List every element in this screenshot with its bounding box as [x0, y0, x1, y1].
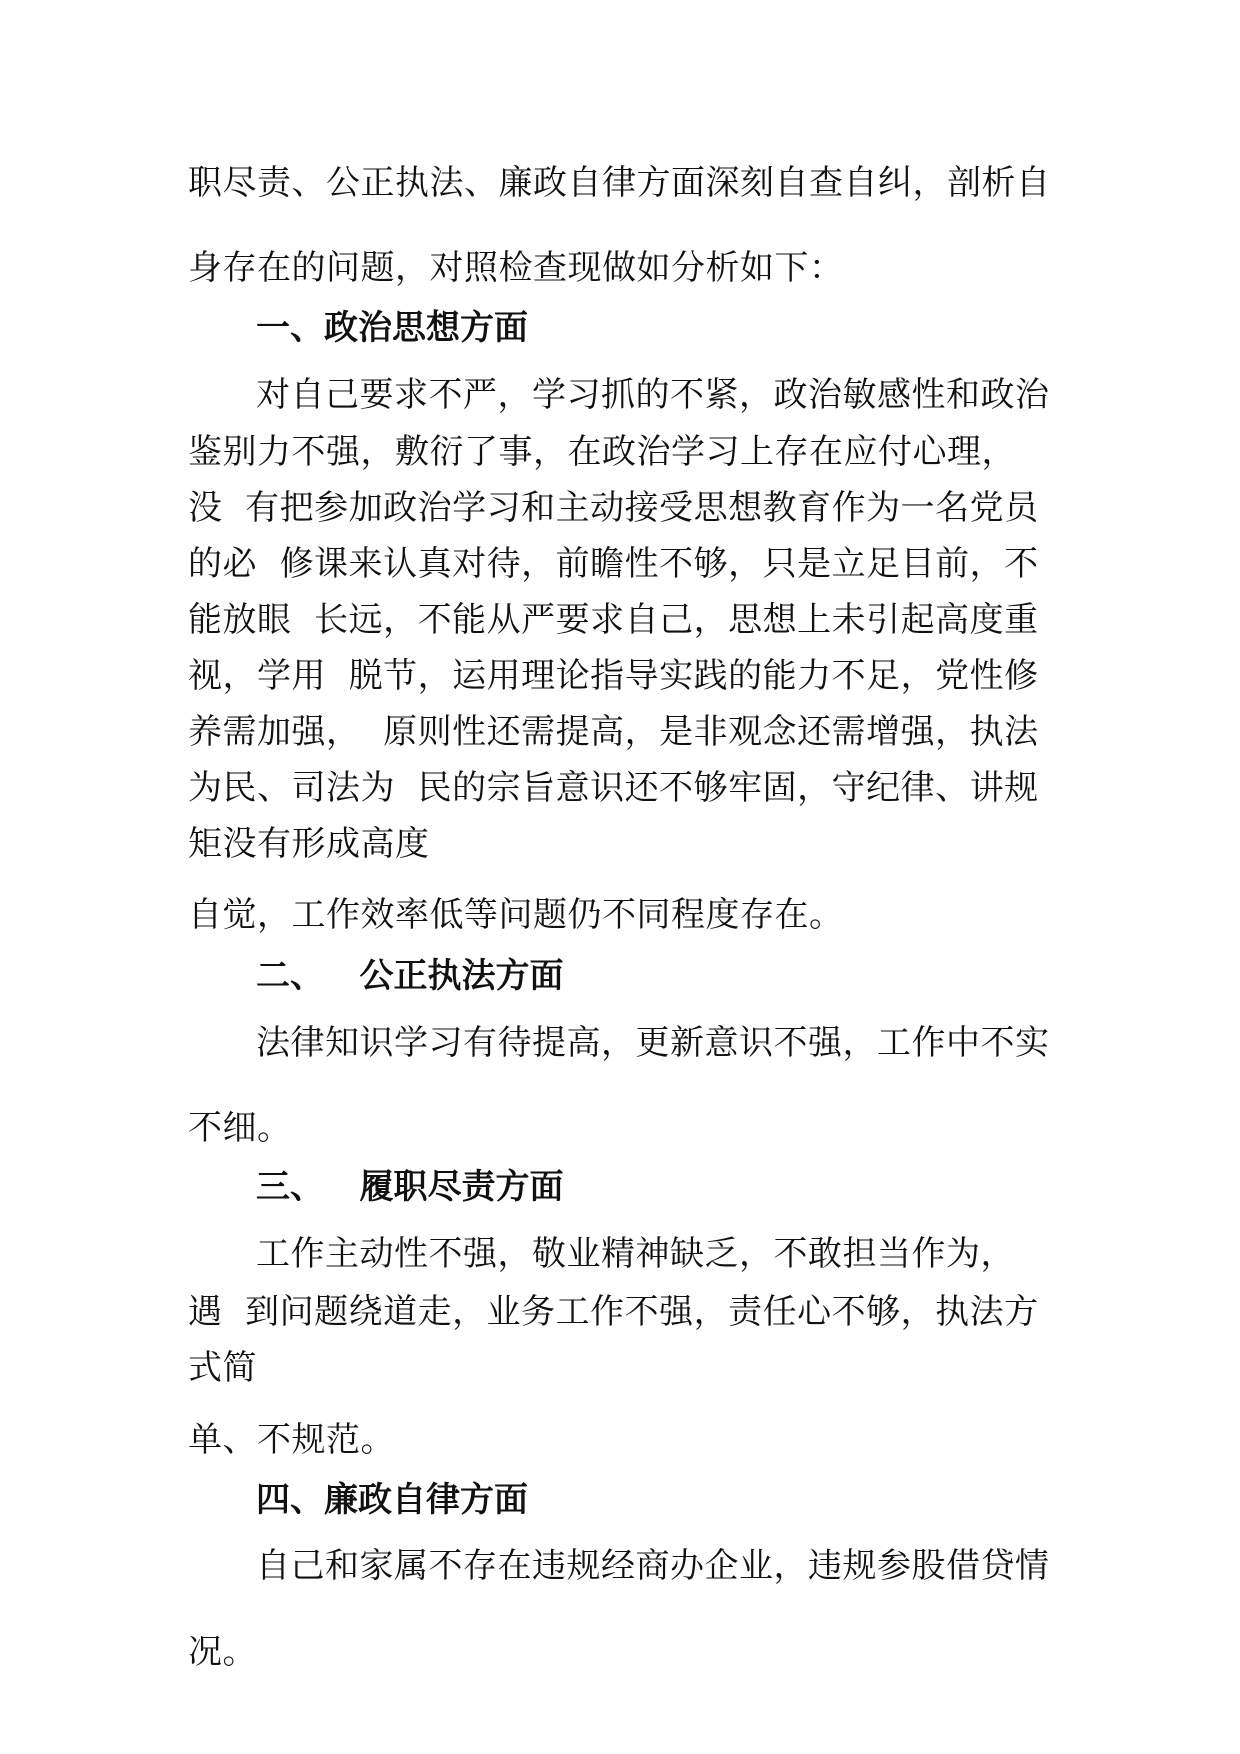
paragraph-line: 的必 修课来认真对待，前瞻性不够，只是立足目前，不 [188, 544, 1039, 584]
paragraph-line: 况。 [188, 1632, 257, 1672]
paragraph-line: 对自己要求不严，学习抓的不紧，政治敏感性和政治 [256, 375, 1050, 415]
paragraph-line: 视，学用 脱节，运用理论指导实践的能力不足，党性修 [188, 656, 1039, 696]
section-heading-political: 一、政治思想方面 [256, 308, 528, 348]
paragraph-line: 矩没有形成高度 [188, 824, 430, 864]
paragraph-line: 遇 到问题绕道走，业务工作不强，责任心不够，执法方 [188, 1292, 1039, 1332]
paragraph-line: 自己和家属不存在违规经商办企业，违规参股借贷情 [256, 1546, 1050, 1586]
paragraph-line: 自觉，工作效率低等问题仍不同程度存在。 [188, 895, 844, 935]
section-heading-integrity: 四、廉政自律方面 [256, 1480, 528, 1520]
paragraph-line: 法律知识学习有待提高，更新意识不强，工作中不实 [256, 1023, 1050, 1063]
section-heading-law-enforcement: 二、 公正执法方面 [256, 956, 564, 996]
paragraph-line: 为民、司法为 民的宗旨意识还不够牢固，守纪律、讲规 [188, 768, 1039, 808]
section-heading-duties: 三、 履职尽责方面 [256, 1167, 564, 1207]
paragraph-line: 工作主动性不强，敬业精神缺乏，不敢担当作为， [256, 1234, 1015, 1274]
paragraph-line: 鉴别力不强，敷衍了事，在政治学习上存在应付心理， [188, 432, 1016, 472]
paragraph-line: 养需加强， 原则性还需提高，是非观念还需增强，执法 [188, 712, 1039, 752]
paragraph-line: 单、不规范。 [188, 1420, 395, 1460]
intro-line-2: 身存在的问题，对照检查现做如分析如下： [188, 248, 844, 288]
paragraph-line: 不细。 [188, 1108, 292, 1148]
paragraph-line: 没 有把参加政治学习和主动接受思想教育作为一名党员 [188, 488, 1039, 528]
paragraph-line: 能放眼 长远，不能从严要求自己，思想上未引起高度重 [188, 600, 1039, 640]
paragraph-line: 式简 [188, 1348, 257, 1388]
intro-line-1: 职尽责、公正执法、廉政自律方面深刻自查自纠，剖析自 [188, 163, 1051, 203]
